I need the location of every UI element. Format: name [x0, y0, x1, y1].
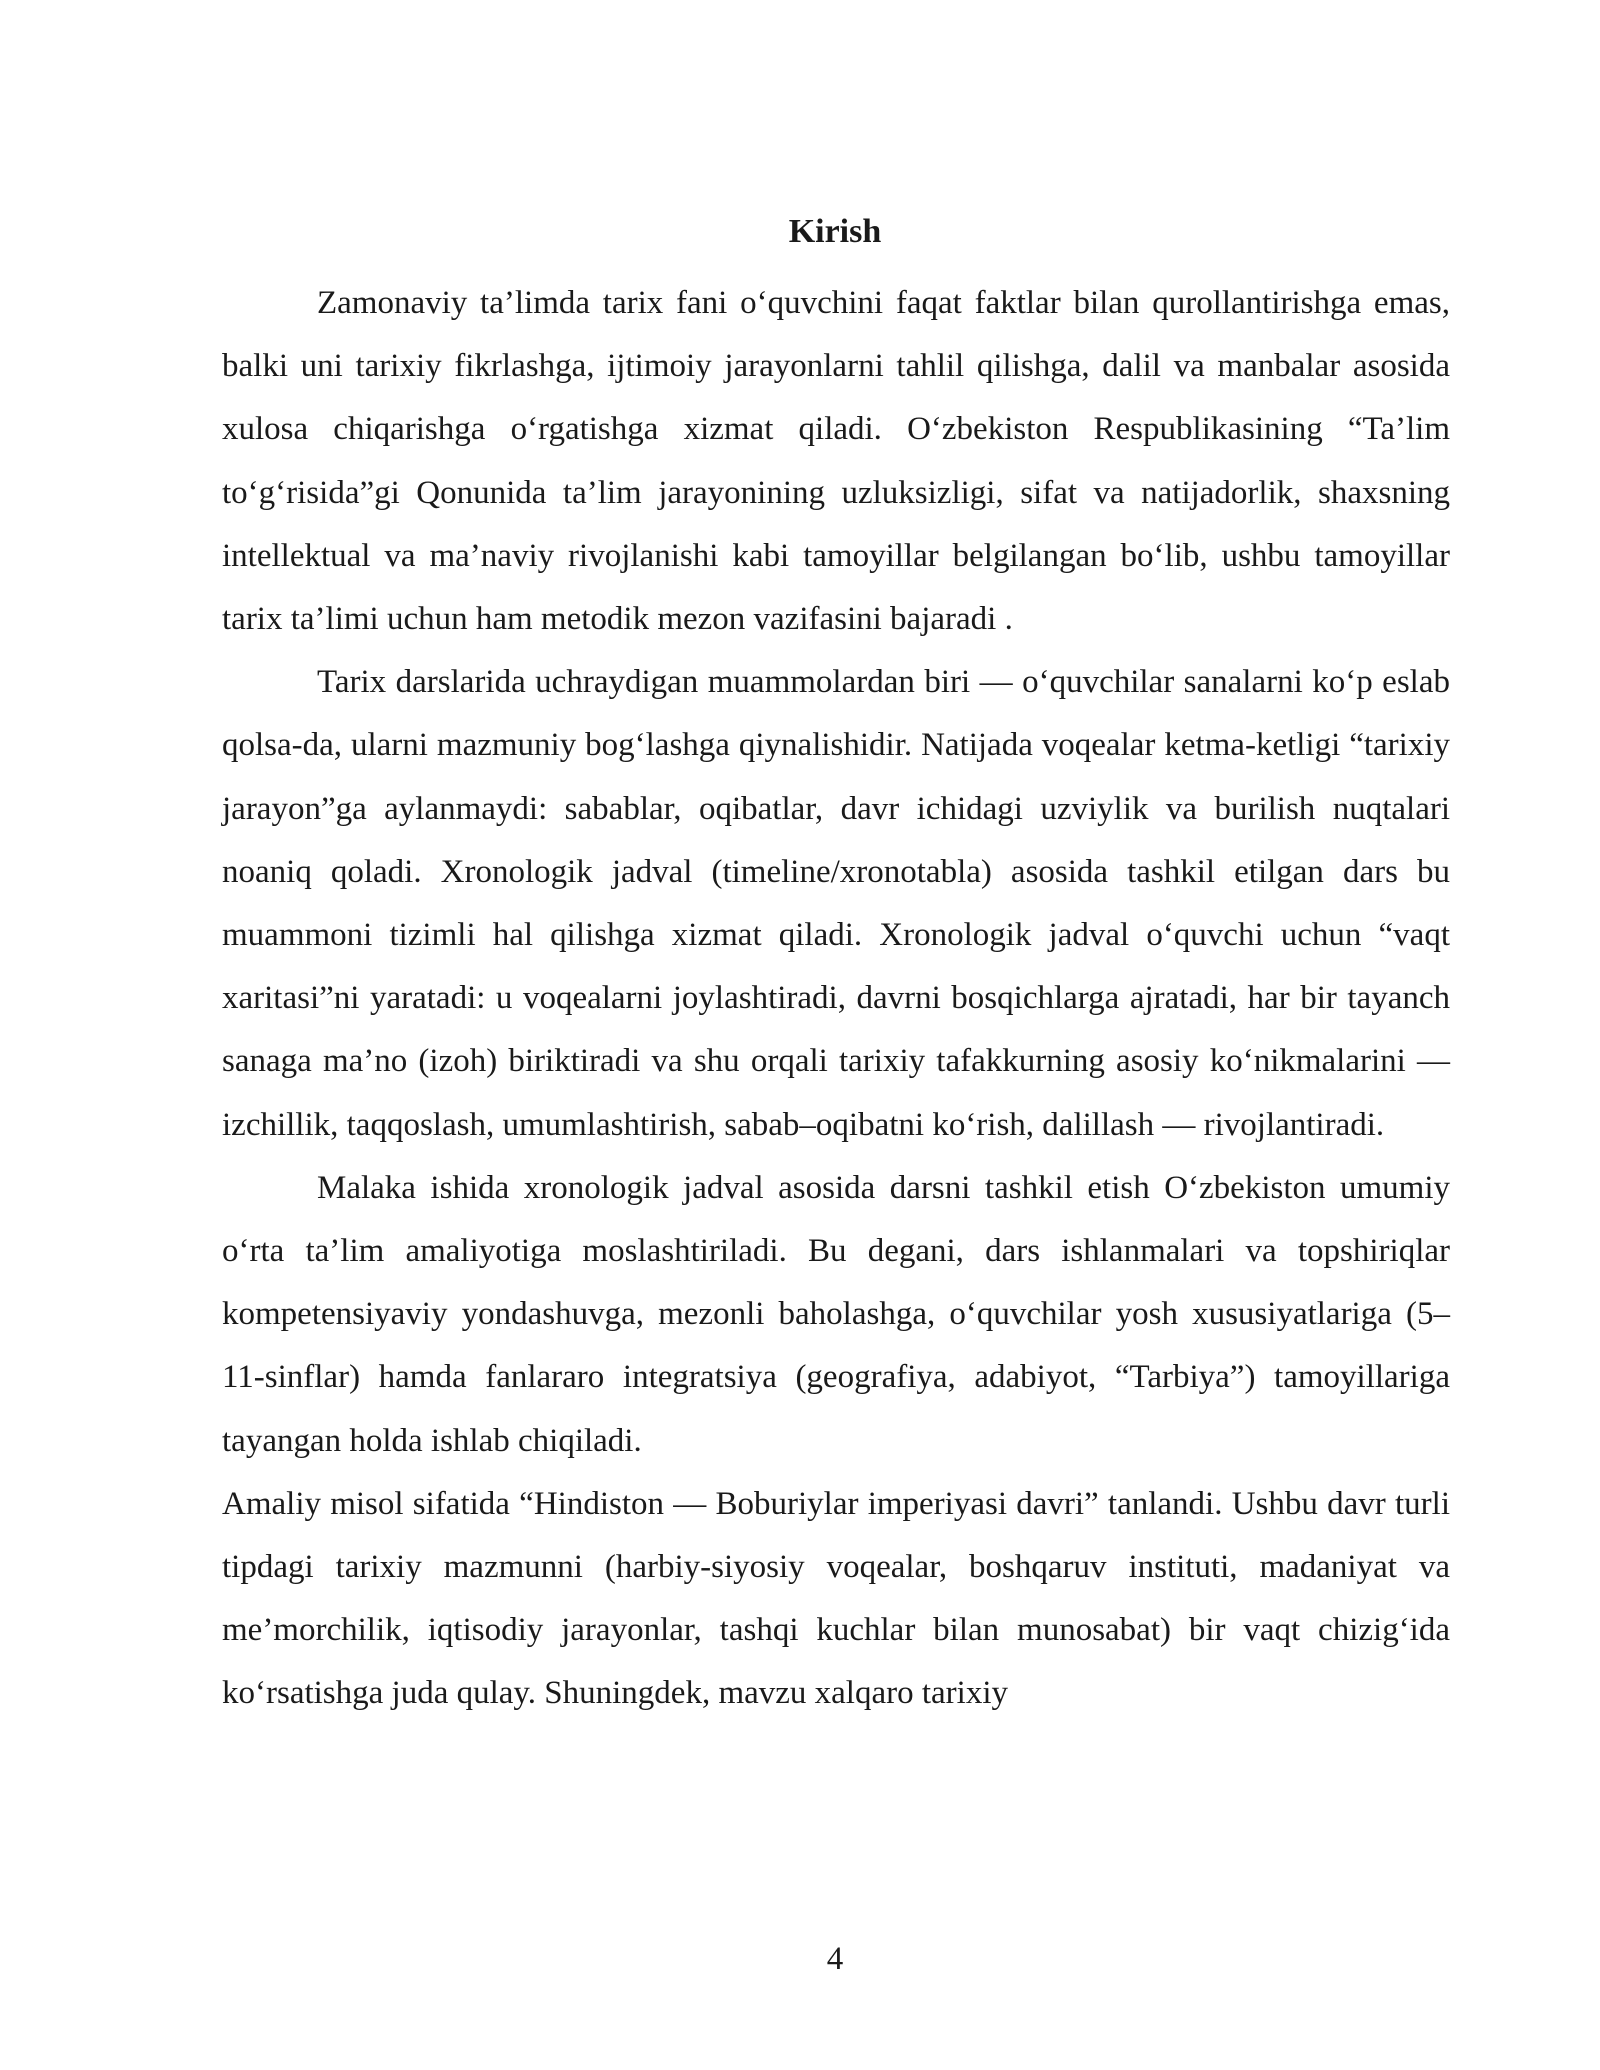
paragraph-4: Amaliy misol sifatida “Hindiston — Boburiylar imperiyasi davri” tanlandi. Ushbu davr turli tipdagi tarixiy mazmunni (harbiy-siyosiy voqealar, boshqaruv instituti, madaniyat va me’morchilik, iqtisodiy jarayonlar, tashqi kuchlar bilan munosabat) bir vaqt chizig‘ida ko‘rsatishga juda qulay. Shuningdek, mavzu xalqaro tarixiy	[222, 1485, 1450, 1712]
paragraph-2: Tarix darslarida uchraydigan muammolardan biri — o‘quvchilar sanalarni ko‘p eslab qolsa-da, ularni mazmuniy bog‘lashga qiynalishidir. Natijada voqealar ketma-ketligi “tarixiy jarayon”ga aylanmaydi: sabablar, oqibatlar, davr ichidagi uzviylik va burilish nuqtalari noaniq qoladi. Xronologik jadval (timeline/xronotabla) asosida tashkil etilgan dars bu muammoni tizimli hal qilishga xizmat qiladi. Xronologik jadval o‘quvchi uchun “vaqt xaritasi”ni yaratadi: u voqealarni joylashtiradi, davrni bosqichlarga ajratadi, har bir tayanch sanaga ma’no (izoh) biriktiradi va shu orqali tarixiy tafakkurning asosiy ko‘nikmalarini — izchillik, taqqoslash, umumlashtirish, sabab–oqibatni ko‘rish, dalillash — rivojlantiradi.	[222, 664, 1450, 1143]
section-heading: Kirish	[788, 213, 882, 250]
paragraph-3: Malaka ishida xronologik jadval asosida darsni tashkil etish O‘zbekiston umumiy o‘rta ta’lim amaliyotiga moslashtiriladi. Bu degani, dars ishlanmalari va topshiriqlar kompetensiyaviy yondashuvga, mezonli baholashga, o‘quvchilar yosh xususiyatlariga (5–11-sinflar) hamda fanlararo integratsiya (geografiya, adabiyot, “Tarbiya”) tamoyillariga tayangan holda ishlab chiqiladi.	[222, 1169, 1450, 1459]
paragraph-1: Zamonaviy ta’limda tarix fani o‘quvchini faqat faktlar bilan qurollantirishga emas, balki uni tarixiy fikrlashga, ijtimoiy jarayonlarni tahlil qilishga, dalil va manbalar asosida xulosa chiqarishga o‘rgatishga xizmat qiladi. O‘zbekiston Respublikasining “Ta’lim to‘g‘risida”gi Qonunida ta’lim jarayonining uzluksizligi, sifat va natijadorlik, shaxsning intellektual va ma’naviy rivojlanishi kabi tamoyillar belgilangan bo‘lib, ushbu tamoyillar tarix ta’limi uchun ham metodik mezon vazifasini bajaradi .	[222, 285, 1450, 638]
page-number: 4	[826, 1941, 844, 1977]
body-text	[222, 272, 1450, 1726]
